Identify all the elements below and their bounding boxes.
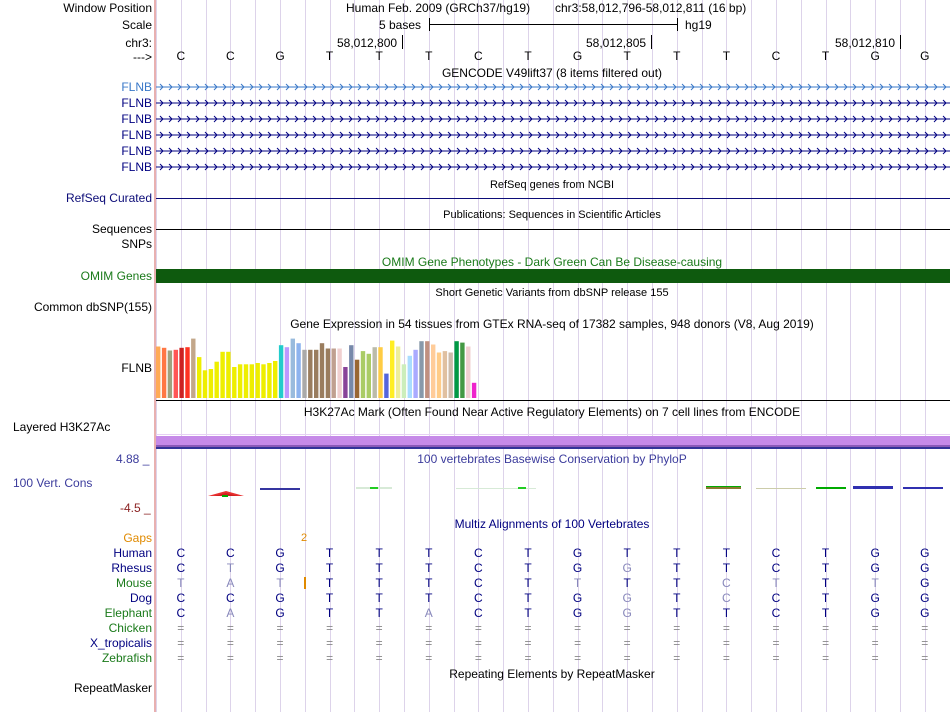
gene-model-line[interactable] [156, 82, 950, 92]
gtex-tissue-bar[interactable] [156, 347, 160, 399]
species-label[interactable]: Chicken [108, 621, 152, 635]
aligned-base: = [722, 651, 730, 665]
base-letter: T [325, 49, 334, 63]
phylop-track-label[interactable]: 100 Vert. Cons [13, 476, 93, 490]
aligned-base: T [722, 606, 731, 620]
aligned-base: = [326, 636, 334, 650]
aligned-base: G [275, 606, 285, 620]
gtex-tissue-bar[interactable] [343, 367, 347, 398]
aligned-base: = [722, 636, 730, 650]
gtex-tissue-bar[interactable] [238, 364, 242, 398]
aligned-base: T [821, 591, 830, 605]
gtex-tissue-bar[interactable] [226, 352, 230, 398]
omim-feature-bar[interactable] [156, 269, 950, 283]
strand-arrow-label: ---> [133, 50, 152, 64]
aligned-base: G [870, 591, 880, 605]
base-letter: T [821, 49, 830, 63]
gtex-tissue-bar[interactable] [250, 364, 254, 398]
gtex-tissue-bar[interactable] [314, 350, 318, 398]
gtex-tissue-bar[interactable] [332, 349, 336, 399]
coord-tick [651, 35, 652, 49]
aligned-base: T [325, 576, 334, 590]
base-letter: T [375, 49, 383, 63]
base-letter: T [623, 49, 631, 63]
coord-tick-label: 58,012,805 [586, 36, 647, 50]
aligned-base: = [524, 621, 532, 635]
aligned-base: = [772, 636, 780, 650]
gene-model-line[interactable] [156, 146, 950, 156]
aligned-base: = [474, 621, 482, 635]
base-letter: T [673, 49, 681, 63]
aligned-base: = [574, 621, 582, 635]
gtex-tissue-bar[interactable] [267, 363, 271, 398]
refseq-track-label[interactable]: RefSeq Curated [65, 191, 152, 205]
repeatmasker-track-label[interactable]: RepeatMasker [73, 681, 152, 695]
aligned-base: C [474, 576, 483, 590]
aligned-base: T [821, 576, 830, 590]
aligned-base: C [722, 591, 731, 605]
gtex-tissue-bar[interactable] [185, 347, 189, 398]
aligned-base: T [375, 606, 383, 620]
gene-model-line[interactable] [156, 98, 950, 108]
aligned-base: = [326, 651, 334, 665]
gtex-tissue-bar[interactable] [168, 351, 172, 399]
aligned-base: G [275, 546, 285, 560]
aligned-base: T [325, 546, 334, 560]
aligned-base: C [771, 606, 781, 620]
aligned-base: = [474, 636, 482, 650]
gtex-tissue-bar[interactable] [337, 349, 341, 399]
gtex-tissue-bar[interactable] [437, 353, 441, 399]
aligned-base: G [870, 546, 880, 560]
aligned-base: C [474, 561, 483, 575]
aligned-base: T [673, 591, 681, 605]
aligned-base: = [375, 651, 383, 665]
gene-label-flnb[interactable]: FLNB [121, 112, 152, 126]
aligned-base: = [921, 621, 929, 635]
aligned-base: = [326, 621, 334, 635]
gene-label-flnb[interactable]: FLNB [121, 80, 152, 94]
aligned-base: = [822, 651, 830, 665]
window-position-label: Window Position [63, 1, 152, 15]
aligned-base: = [375, 636, 383, 650]
aligned-base: C [722, 576, 731, 590]
base-letter: C [771, 49, 781, 63]
aligned-base: = [226, 621, 234, 635]
aligned-base: C [176, 561, 186, 575]
snps-track-label[interactable]: SNPs [121, 237, 152, 251]
publications-line[interactable] [156, 229, 950, 230]
gtex-tissue-bar[interactable] [209, 369, 213, 398]
gtex-tissue-bar[interactable] [443, 351, 447, 398]
species-label[interactable]: Elephant [104, 606, 152, 620]
aligned-base: = [871, 621, 879, 635]
gene-label-flnb[interactable]: FLNB [121, 96, 152, 110]
gtex-tissue-bar[interactable] [449, 353, 453, 399]
aligned-base: = [921, 636, 929, 650]
aligned-base: T [871, 576, 879, 590]
gene-model-line[interactable] [156, 114, 950, 124]
gtex-tissue-bar[interactable] [244, 364, 248, 398]
window-position[interactable]: chr3:58,012,796-58,012,811 (16 bp) [555, 1, 747, 15]
omim-track-title: OMIM Gene Phenotypes - Dark Green Can Be Disease-causing [381, 255, 723, 269]
gtex-tissue-bar[interactable] [454, 341, 458, 398]
gtex-tissue-bar[interactable] [285, 347, 289, 398]
species-label[interactable]: Mouse [115, 576, 152, 590]
gtex-baseline [156, 400, 950, 401]
aligned-base: = [673, 621, 681, 635]
h3k27ac-signal[interactable] [156, 436, 950, 445]
gtex-tissue-bar[interactable] [472, 383, 476, 398]
base-letter: C [226, 49, 235, 63]
species-label[interactable]: Dog [129, 591, 152, 605]
gene-model-line[interactable] [156, 130, 950, 140]
gtex-tissue-bar[interactable] [256, 363, 260, 398]
publications-track-label[interactable]: Sequences [91, 222, 152, 236]
scale-text: 5 bases [379, 18, 422, 32]
aligned-base: G [275, 591, 285, 605]
gtex-tissue-bar[interactable] [279, 345, 283, 398]
aligned-base: G [572, 591, 583, 605]
aligned-base: T [425, 546, 433, 560]
aligned-base: = [524, 636, 532, 650]
gtex-tissue-bar[interactable] [320, 343, 324, 398]
gaps-label: Gaps [123, 531, 152, 545]
aligned-base: T [226, 561, 235, 575]
gtex-tissue-bar[interactable] [296, 343, 300, 398]
aligned-base: T [722, 561, 731, 575]
gtex-track-title: Gene Expression in 54 tissues from GTEx RNA-seq of 17382 samples, 948 donors (V8, Aug 2019) [290, 317, 814, 331]
aligned-base: T [722, 546, 731, 560]
gtex-tissue-bar[interactable] [291, 339, 295, 398]
chrom-label: chr3: [125, 36, 152, 50]
phylop-signal[interactable] [156, 482, 950, 502]
gtex-tissue-bar[interactable] [215, 362, 219, 398]
gtex-tissue-bar[interactable] [220, 352, 224, 398]
aligned-base: G [920, 576, 930, 590]
aligned-base: T [524, 606, 532, 620]
base-letter: C [474, 49, 483, 63]
aligned-base: T [325, 591, 334, 605]
gtex-tissue-bar[interactable] [396, 347, 400, 399]
aligned-base: = [772, 651, 780, 665]
gtex-tissue-bar[interactable] [390, 341, 394, 398]
coord-tick [900, 35, 901, 49]
gene-label-flnb[interactable]: FLNB [121, 160, 152, 174]
gtex-tissue-bar[interactable] [197, 357, 201, 398]
aligned-base: G [920, 561, 930, 575]
gtex-tissue-bar[interactable] [425, 341, 429, 398]
aligned-base: = [425, 636, 433, 650]
aligned-base: = [474, 651, 482, 665]
aligned-base: T [524, 546, 532, 560]
aligned-base: C [176, 606, 186, 620]
h3k27ac-track-title: H3K27Ac Mark (Often Found Near Active Regulatory Elements) on 7 cell lines from ENCODE [303, 405, 801, 419]
aligned-base: = [673, 651, 681, 665]
aligned-base: = [276, 621, 284, 635]
aligned-base: G [920, 591, 930, 605]
aligned-base: = [425, 621, 433, 635]
aligned-base: C [176, 546, 186, 560]
aligned-base: G [920, 546, 930, 560]
species-label[interactable]: Zebrafish [101, 651, 152, 665]
aligned-base: = [623, 621, 631, 635]
aligned-base: C [226, 591, 235, 605]
aligned-base: T [375, 546, 383, 560]
phylop-min-label: -4.5 _ [120, 501, 151, 515]
aligned-base: G [622, 606, 632, 620]
aligned-base: T [673, 606, 681, 620]
aligned-base: = [623, 636, 631, 650]
gtex-tissue-bar[interactable] [349, 345, 353, 398]
base-letter: G [870, 49, 880, 63]
gtex-tissue-bar[interactable] [413, 350, 417, 398]
base-letter: G [572, 49, 583, 63]
phylop-max-label: 4.88 _ [116, 452, 150, 466]
aligned-base: = [226, 651, 234, 665]
gtex-tissue-bar[interactable] [191, 339, 195, 398]
aligned-base: A [226, 606, 235, 620]
aligned-base: T [524, 561, 532, 575]
species-label[interactable]: Human [113, 546, 152, 560]
aligned-base: C [474, 591, 483, 605]
publications-track-title: Publications: Sequences in Scientific Articles [443, 209, 661, 221]
aligned-base: T [573, 576, 582, 590]
scale-bar-right-tick [677, 18, 678, 31]
aligned-base: C [226, 546, 235, 560]
gtex-tissue-bar[interactable] [367, 354, 371, 398]
aligned-base: T [375, 576, 383, 590]
aligned-base: T [375, 561, 383, 575]
h3k27ac-baseline [156, 447, 950, 449]
gtex-tissue-bar[interactable] [326, 349, 330, 399]
base-letter: C [176, 49, 186, 63]
base-letter: G [275, 49, 285, 63]
aligned-base: T [772, 576, 780, 590]
aligned-base: G [920, 606, 930, 620]
gene-label-flnb[interactable]: FLNB [121, 144, 152, 158]
aligned-base: T [425, 576, 433, 590]
aligned-base: = [276, 636, 284, 650]
gap-insertion-marker[interactable] [304, 577, 306, 589]
aligned-base: = [226, 636, 234, 650]
scale-bar [429, 24, 678, 25]
aligned-base: C [771, 546, 781, 560]
h3k27ac-faint-band [156, 434, 950, 435]
aligned-base: G [870, 561, 880, 575]
aligned-base: C [771, 591, 781, 605]
base-letter: T [425, 49, 433, 63]
coord-tick-label: 58,012,800 [337, 36, 398, 50]
aligned-base: A [424, 606, 433, 620]
gtex-tissue-bar[interactable] [162, 348, 166, 398]
aligned-base: T [623, 546, 631, 560]
aligned-base: T [821, 606, 830, 620]
aligned-base: G [572, 561, 583, 575]
dbsnp-track-title: Short Genetic Variants from dbSNP release 155 [435, 287, 669, 299]
aligned-base: = [375, 621, 383, 635]
aligned-base: T [673, 546, 681, 560]
species-label[interactable]: Rhesus [111, 561, 152, 575]
aligned-base: T [524, 576, 532, 590]
aligned-base: = [722, 621, 730, 635]
aligned-base: T [425, 591, 433, 605]
gtex-expression-chart[interactable] [156, 332, 536, 402]
aligned-base: = [425, 651, 433, 665]
base-letter: T [524, 49, 532, 63]
aligned-base: = [574, 651, 582, 665]
gtex-tissue-bar[interactable] [179, 348, 183, 398]
base-letter: T [722, 49, 731, 63]
aligned-base: T [276, 576, 284, 590]
h3k27ac-track-label[interactable]: Layered H3K27Ac [13, 420, 111, 434]
aligned-base: = [921, 651, 929, 665]
omim-track-label[interactable]: OMIM Genes [80, 269, 152, 283]
aligned-base: G [572, 606, 583, 620]
aligned-base: T [821, 546, 830, 560]
aligned-base: G [870, 606, 880, 620]
aligned-base: = [574, 636, 582, 650]
gtex-tissue-bar[interactable] [203, 370, 207, 398]
gtex-tissue-bar[interactable] [402, 364, 406, 398]
scale-label: Scale [121, 18, 152, 32]
aligned-base: G [275, 561, 285, 575]
aligned-base: = [524, 651, 532, 665]
aligned-base: = [177, 621, 185, 635]
aligned-base: = [822, 621, 830, 635]
aligned-base: G [622, 561, 632, 575]
aligned-base: = [276, 651, 284, 665]
gtex-tissue-bar[interactable] [308, 350, 312, 398]
aligned-base: = [871, 636, 879, 650]
aligned-base: T [673, 576, 681, 590]
aligned-base: T [673, 561, 681, 575]
gtex-tissue-bar[interactable] [373, 347, 377, 398]
gencode-track-title: GENCODE V49lift37 (8 items filtered out) [441, 66, 663, 80]
aligned-base: = [871, 651, 879, 665]
gtex-tissue-bar[interactable] [378, 347, 382, 398]
coord-tick-label: 58,012,810 [835, 36, 896, 50]
dbsnp-track-label[interactable]: Common dbSNP(155) [33, 300, 152, 314]
aligned-base: G [622, 591, 632, 605]
species-label[interactable]: X_tropicalis [89, 636, 152, 650]
gtex-tissue-bar[interactable] [431, 345, 435, 399]
refseq-gene-line[interactable] [156, 198, 950, 199]
coord-tick [402, 35, 403, 49]
gtex-tissue-bar[interactable] [261, 364, 265, 398]
aligned-base: = [822, 636, 830, 650]
gtex-tissue-bar[interactable] [273, 361, 277, 398]
aligned-base: T [821, 561, 830, 575]
aligned-base: = [772, 621, 780, 635]
aligned-base: C [474, 606, 483, 620]
aligned-base: T [177, 576, 185, 590]
aligned-base: C [176, 591, 186, 605]
aligned-base: = [177, 651, 185, 665]
aligned-base: T [623, 576, 631, 590]
gtex-track-label[interactable]: FLNB [121, 361, 152, 375]
gap-count[interactable]: 2 [301, 532, 308, 544]
repeatmasker-track-title: Repeating Elements by RepeatMasker [449, 667, 655, 681]
aligned-base: T [375, 591, 383, 605]
aligned-base: G [572, 546, 583, 560]
gtex-tissue-bar[interactable] [302, 350, 306, 398]
gtex-tissue-bar[interactable] [408, 356, 412, 398]
aligned-base: T [524, 591, 532, 605]
gtex-tissue-bar[interactable] [361, 351, 365, 398]
gtex-tissue-bar[interactable] [174, 350, 178, 398]
aligned-base: = [673, 636, 681, 650]
gene-model-line[interactable] [156, 162, 950, 172]
gtex-tissue-bar[interactable] [384, 374, 388, 398]
gtex-tissue-bar[interactable] [232, 367, 236, 398]
phylop-track-title: 100 vertebrates Basewise Conservation by PhyloP [417, 452, 687, 466]
gtex-tissue-bar[interactable] [355, 360, 359, 398]
gtex-tissue-bar[interactable] [419, 341, 423, 398]
assembly-name: Human Feb. 2009 (GRCh37/hg19) [346, 1, 531, 15]
base-letter: G [920, 49, 930, 63]
aligned-base: T [425, 561, 433, 575]
aligned-base: = [623, 651, 631, 665]
aligned-base: C [771, 561, 781, 575]
refseq-track-title: RefSeq genes from NCBI [489, 179, 615, 191]
scale-bar-left-tick [429, 18, 430, 31]
aligned-base: C [474, 546, 483, 560]
aligned-base: T [325, 561, 334, 575]
aligned-base: A [226, 576, 235, 590]
aligned-base: = [177, 636, 185, 650]
aligned-base: T [325, 606, 334, 620]
multiz-track-title: Multiz Alignments of 100 Vertebrates [454, 517, 650, 531]
gtex-tissue-bar[interactable] [466, 347, 470, 399]
gene-label-flnb[interactable]: FLNB [121, 128, 152, 142]
scale-db: hg19 [685, 18, 712, 32]
gtex-tissue-bar[interactable] [460, 343, 464, 398]
